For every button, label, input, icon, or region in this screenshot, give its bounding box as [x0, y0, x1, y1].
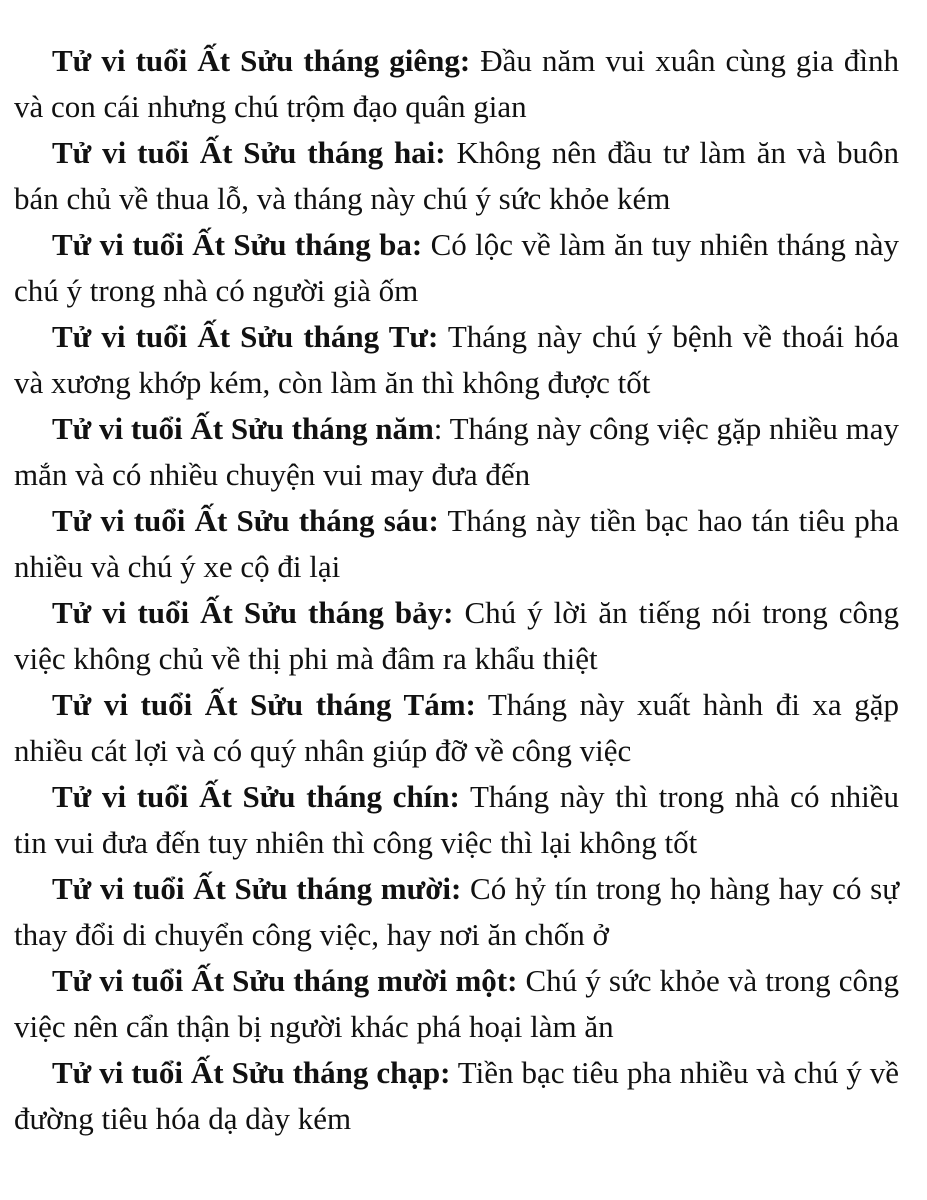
month-entry-2 [14, 130, 899, 222]
month-entry-1 [14, 38, 899, 130]
month-entry-10 [14, 866, 899, 958]
entry-label: Tử vi tuổi Ất Sửu tháng sáu: [52, 503, 439, 538]
entry-text: Đầu năm vui xuân cùng gia đình và con cái nhưng chú trộm đạo quân gian [14, 43, 899, 124]
entry-text: Tháng này xuất hành đi xa gặp nhiều cát lợi và có quý nhân giúp đỡ về công việc [14, 687, 899, 768]
month-entry-6 [14, 498, 899, 590]
entry-label: Tử vi tuổi Ất Sửu tháng ba: [52, 227, 423, 262]
entry-label: Tử vi tuổi Ất Sửu tháng mười: [52, 871, 462, 906]
month-entry-11 [14, 958, 899, 1050]
entry-text: Chú ý lời ăn tiếng nói trong công việc không chủ về thị phi mà đâm ra khẩu thiệt [14, 595, 900, 676]
month-entry-9 [14, 774, 899, 866]
entry-label: Tử vi tuổi Ất Sửu tháng chạp: [52, 1055, 451, 1090]
entry-text: Có lộc về làm ăn tuy nhiên tháng này chú ý trong nhà có người già ốm [14, 227, 899, 308]
entry-label: Tử vi tuổi Ất Sửu tháng bảy: [52, 595, 454, 630]
entry-text: Tháng này chú ý bệnh về thoái hóa và xương khớp kém, còn làm ăn thì không được tốt [14, 319, 899, 400]
entry-label: Tử vi tuổi Ất Sửu tháng giêng: [52, 43, 471, 78]
entry-text: Tháng này thì trong nhà có nhiều tin vui đưa đến tuy nhiên thì công việc thì lại không tốt [14, 779, 899, 860]
entry-label: Tử vi tuổi Ất Sửu tháng mười một: [52, 963, 518, 998]
month-entry-12 [14, 1050, 899, 1142]
entry-label: Tử vi tuổi Ất Sửu tháng chín: [52, 779, 460, 814]
month-entry-3 [14, 222, 899, 314]
entry-text: Có hỷ tín trong họ hàng hay có sự thay đổi di chuyển công việc, hay nơi ăn chốn ở [14, 871, 899, 952]
entry-text: Chú ý sức khỏe và trong công việc nên cẩn thận bị người khác phá hoại làm ăn [14, 963, 900, 1044]
entry-text: Tiền bạc tiêu pha nhiều và chú ý về đường tiêu hóa dạ dày kém [14, 1055, 900, 1136]
entry-label: Tử vi tuổi Ất Sửu tháng năm [52, 411, 434, 446]
entry-text: : Tháng này công việc gặp nhiều may mắn và có nhiều chuyện vui may đưa đến [14, 411, 900, 492]
entry-label: Tử vi tuổi Ất Sửu tháng hai: [52, 135, 446, 170]
month-entry-7 [14, 590, 899, 682]
entry-text: Tháng này tiền bạc hao tán tiêu pha nhiều và chú ý xe cộ đi lại [14, 503, 900, 584]
month-entry-5 [14, 406, 899, 498]
month-entry-4 [14, 314, 899, 406]
entry-text: Không nên đầu tư làm ăn và buôn bán chủ về thua lỗ, và tháng này chú ý sức khỏe kém [14, 135, 899, 216]
entry-label: Tử vi tuổi Ất Sửu tháng Tám: [52, 687, 476, 722]
month-entry-8 [14, 682, 899, 774]
entry-label: Tử vi tuổi Ất Sửu tháng Tư: [52, 319, 439, 354]
